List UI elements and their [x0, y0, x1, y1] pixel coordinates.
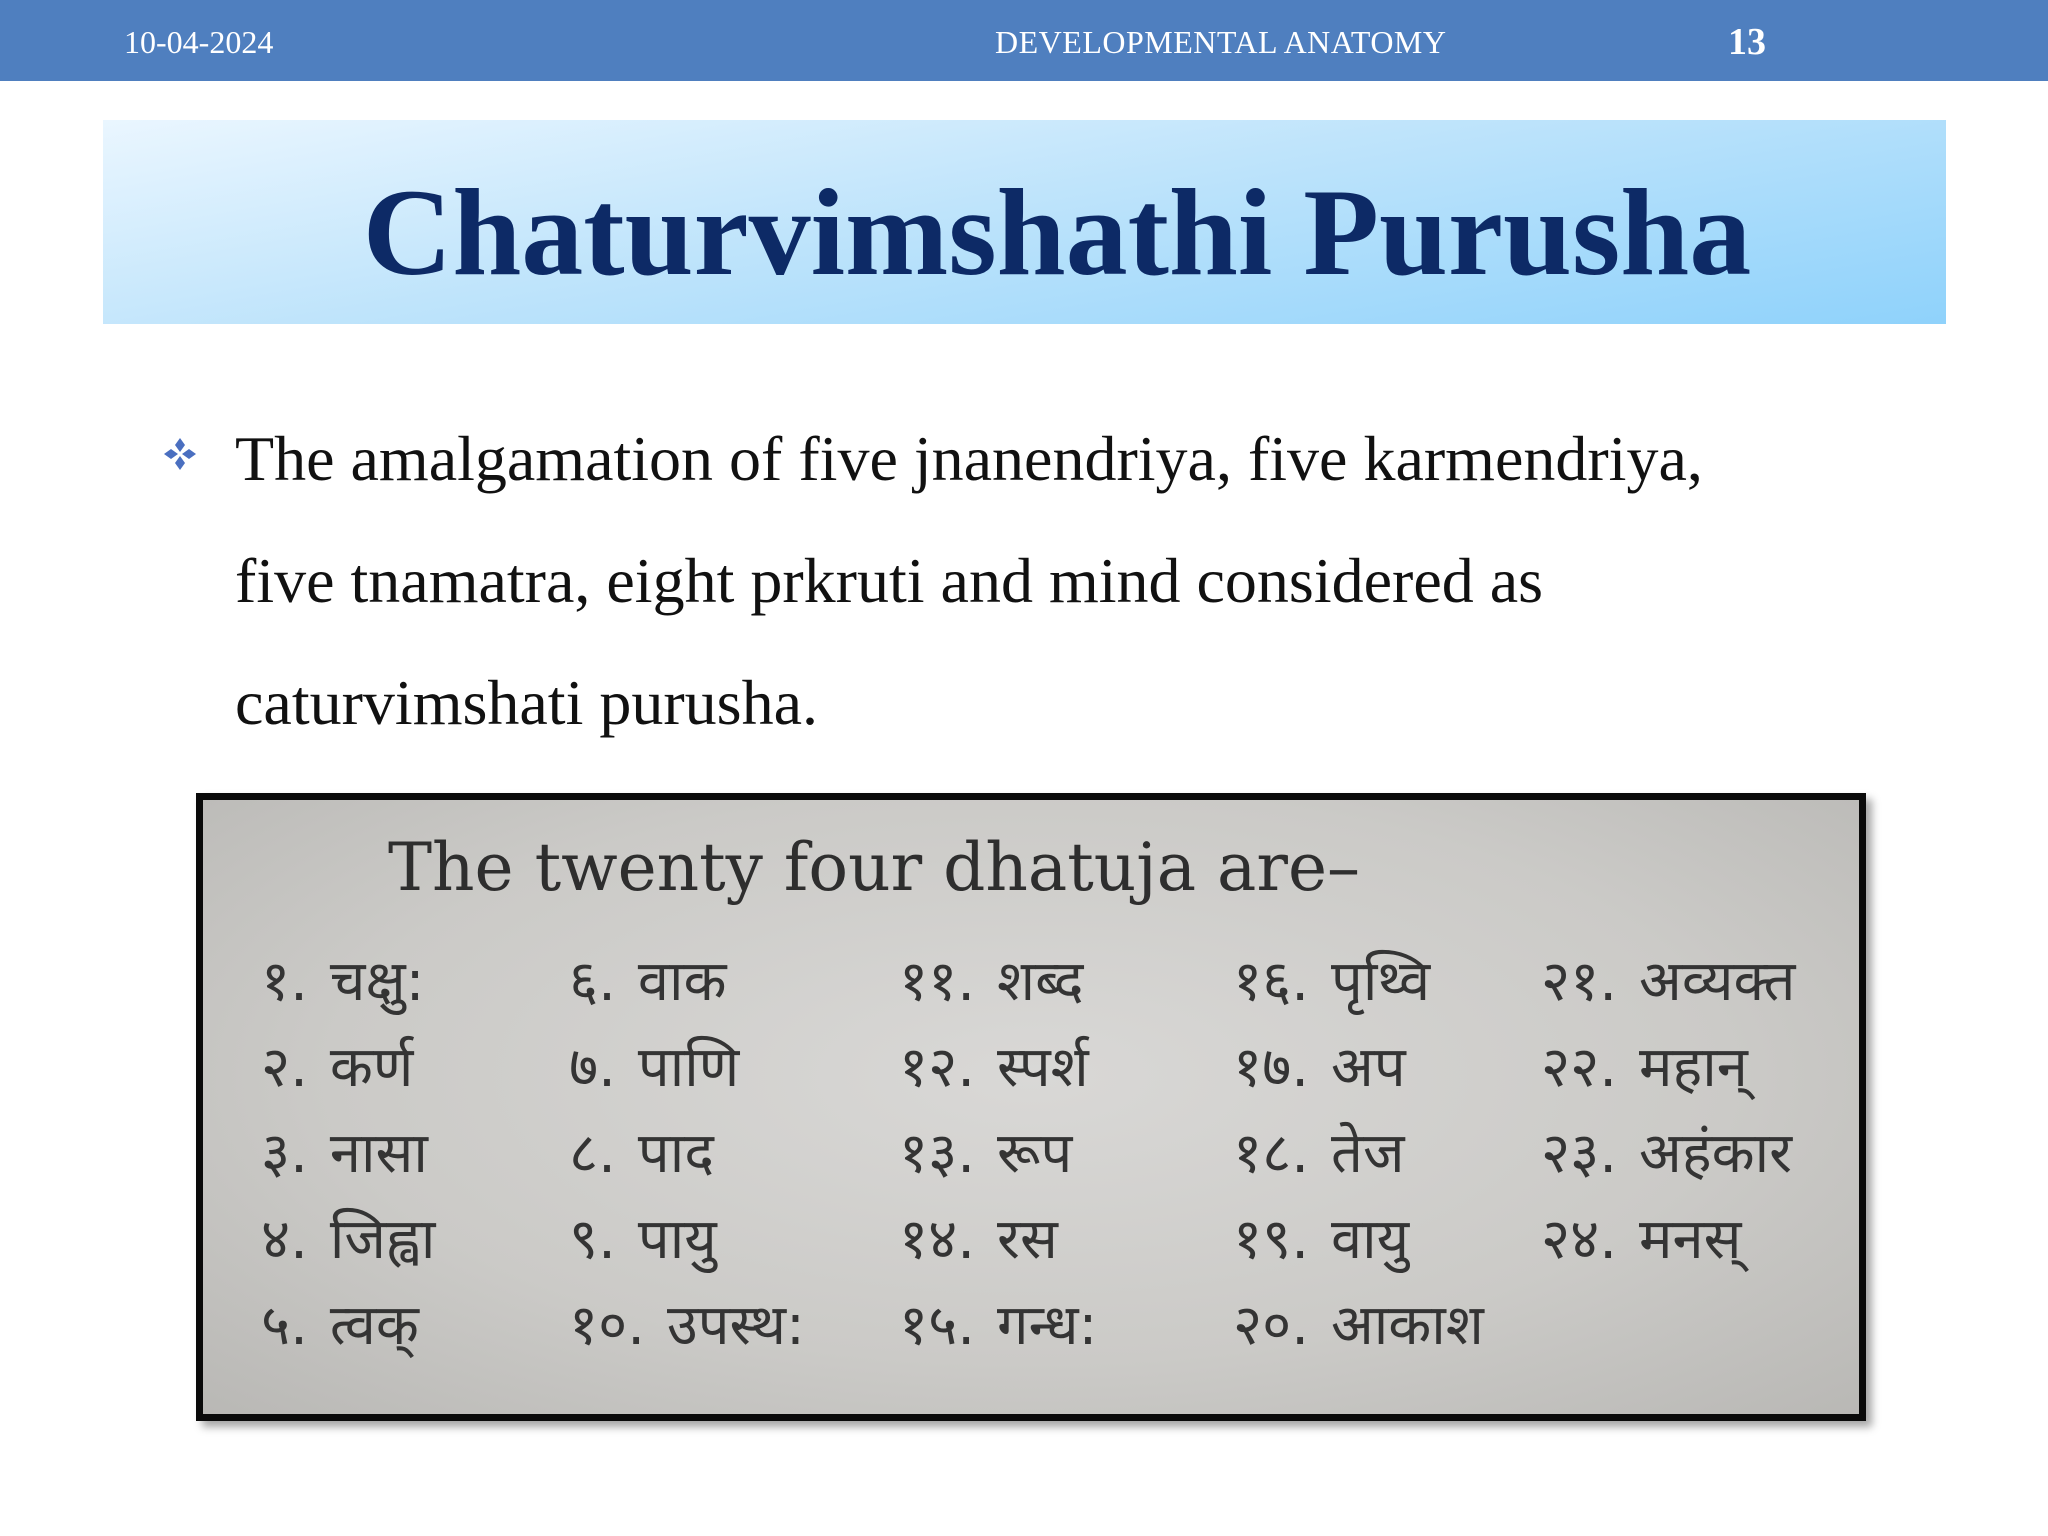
dhatuja-item: ५. त्वक्	[261, 1293, 419, 1358]
dhatuja-item: १९. वायु	[1233, 1207, 1410, 1272]
dhatuja-item: ८. पाद	[569, 1121, 714, 1186]
dhatuja-item: ११. शब्द	[899, 949, 1084, 1014]
slide-title: Chaturvimshathi Purusha	[362, 164, 1752, 301]
scanned-heading: The twenty four dhatuja are–	[388, 829, 1361, 906]
scanned-text-image	[196, 793, 1866, 1421]
title-band	[103, 120, 1946, 324]
dhatuja-item: १५. गन्ध:	[899, 1293, 1098, 1358]
bullet-line: five tnamatra, eight prkruti and mind considered as	[235, 545, 1544, 616]
dhatuja-item: १०. उपस्थ:	[569, 1293, 805, 1358]
dhatuja-item: ९. पायु	[569, 1207, 717, 1272]
dhatuja-item: २०. आकाश	[1233, 1293, 1484, 1358]
dhatuja-item: १२. स्पर्श	[899, 1035, 1089, 1100]
dhatuja-item: १३. रूप	[899, 1121, 1073, 1186]
dhatuja-item: २१. अव्यक्त	[1541, 949, 1796, 1014]
dhatuja-item: १८. तेज	[1233, 1121, 1405, 1186]
header-date: 10-04-2024	[124, 24, 274, 60]
dhatuja-item: २. कर्ण	[261, 1035, 414, 1100]
bullet-text	[235, 398, 1895, 764]
header-bar	[0, 0, 2048, 81]
bullet-line: caturvimshati purusha.	[235, 667, 818, 738]
dhatuja-item: १४. रस	[899, 1207, 1058, 1272]
dhatuja-item: १६. पृथ्वि	[1233, 949, 1431, 1014]
dhatuja-item: ६. वाक	[569, 949, 727, 1014]
dhatuja-item: २४. मनस्	[1541, 1207, 1742, 1272]
page-number: 13	[1728, 21, 1766, 63]
dhatuja-item: १. चक्षु:	[261, 949, 425, 1014]
diamond-bullet-icon	[160, 434, 200, 474]
header-subject: DEVELOPMENTAL ANATOMY	[995, 24, 1447, 60]
dhatuja-item: २३. अहंकार	[1541, 1121, 1792, 1186]
dhatuja-item: १७. अप	[1233, 1035, 1406, 1100]
bullet-line: The amalgamation of five jnanendriya, five karmendriya,	[235, 423, 1703, 494]
dhatuja-item: ३. नासा	[261, 1121, 428, 1186]
dhatuja-item: ७. पाणि	[569, 1035, 740, 1100]
dhatuja-item: ४. जिह्वा	[261, 1207, 436, 1272]
dhatuja-item: २२. महान्	[1541, 1035, 1748, 1100]
